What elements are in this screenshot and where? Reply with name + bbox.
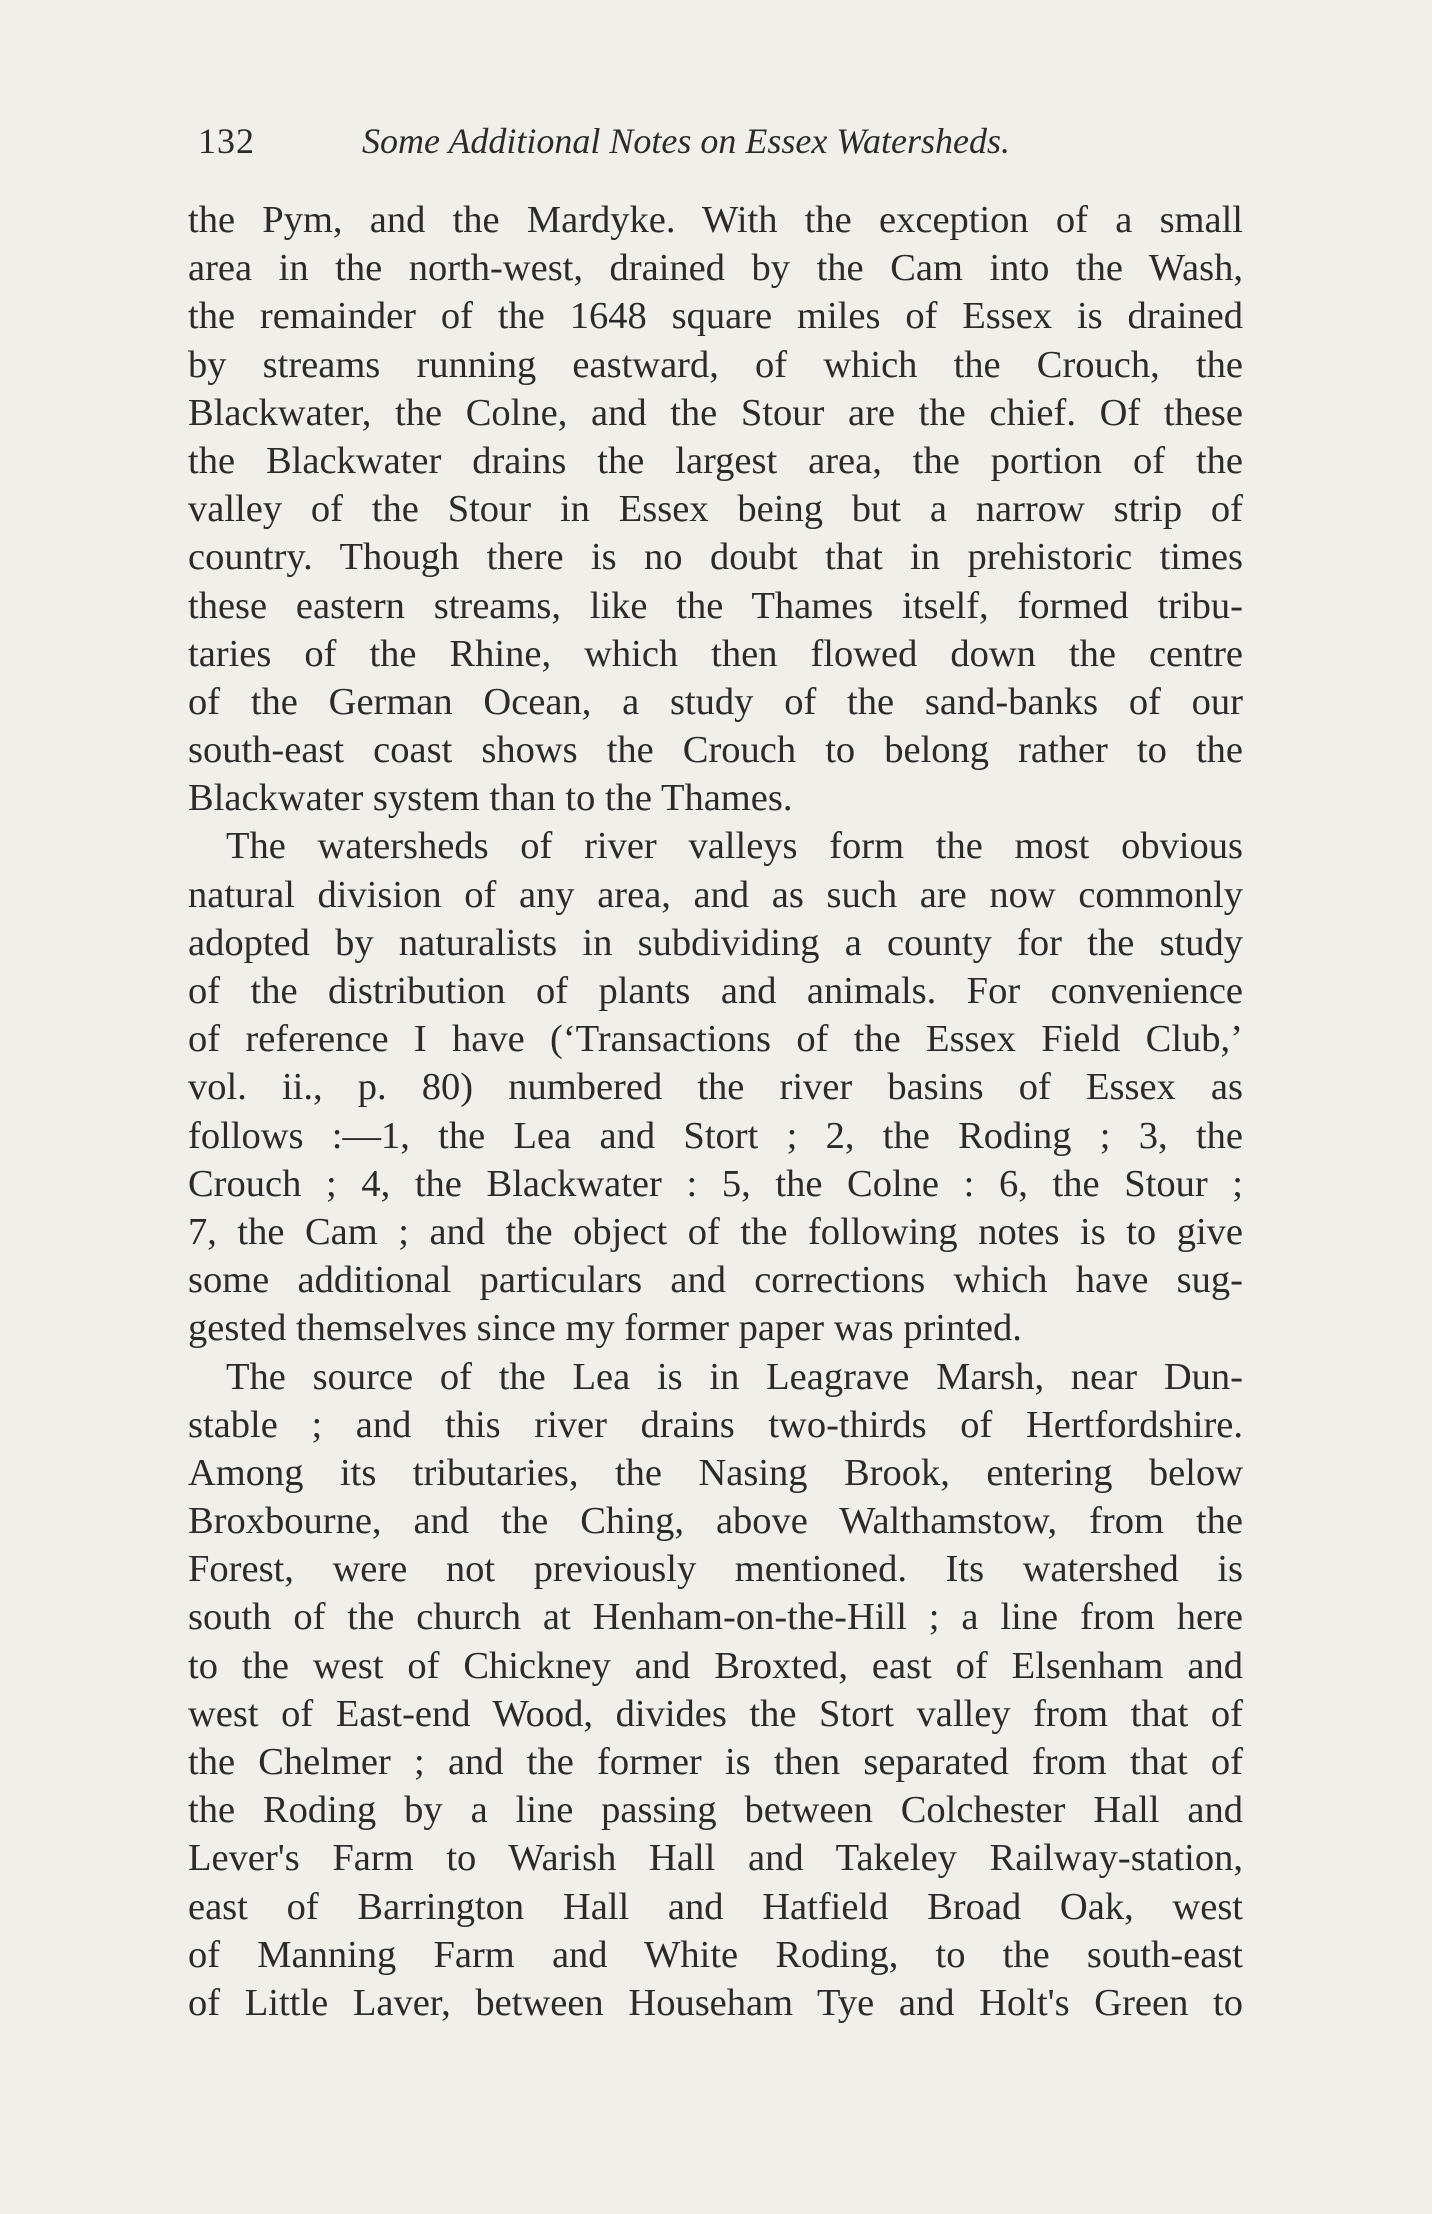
paragraph-3: [188, 1353, 1243, 2028]
text-line: of reference I have (‘Transactions of the Essex Field Club,’: [188, 1018, 1243, 1061]
text-line: Broxbourne, and the Ching, above Walthamstow, from the: [188, 1500, 1243, 1543]
body-text: [188, 196, 1243, 2027]
text-line: to the west of Chickney and Broxted, east of Elsenham and: [188, 1644, 1243, 1687]
text-line: of the German Ocean, a study of the sand-banks of our: [188, 680, 1243, 723]
running-title: Some Additional Notes on Essex Watersheds.: [362, 121, 1010, 161]
paragraph-2: [188, 822, 1243, 1352]
text-line: country. Though there is no doubt that in prehistoric times: [188, 536, 1243, 579]
text-line: by streams running eastward, of which the Crouch, the: [188, 343, 1243, 386]
text-line: The watersheds of river valleys form the most obvious: [226, 825, 1243, 868]
text-line: south of the church at Henham-on-the-Hill ; a line from here: [188, 1596, 1243, 1639]
text-line: area in the north-west, drained by the Cam into the Wash,: [188, 247, 1243, 290]
text-line: these eastern streams, like the Thames itself, formed tribu-: [188, 584, 1243, 627]
text-line: Crouch ; 4, the Blackwater : 5, the Colne : 6, the Stour ;: [188, 1162, 1243, 1205]
text-line: of Little Laver, between Househam Tye and Holt's Green to: [188, 1981, 1243, 2024]
text-line: The source of the Lea is in Leagrave Marsh, near Dun-: [226, 1355, 1243, 1398]
text-line: east of Barrington Hall and Hatfield Broad Oak, west: [188, 1885, 1243, 1928]
text-line: Blackwater system than to the Thames.: [188, 777, 793, 820]
text-line: natural division of any area, and as such are now commonly: [188, 873, 1243, 916]
text-line: south-east coast shows the Crouch to belong rather to the: [188, 729, 1243, 772]
text-line: of Manning Farm and White Roding, to the south-east: [188, 1933, 1243, 1976]
text-line: the Roding by a line passing between Colchester Hall and: [188, 1789, 1243, 1832]
text-line: taries of the Rhine, which then flowed down the centre: [188, 632, 1243, 675]
text-line: the Chelmer ; and the former is then separated from that of: [188, 1741, 1243, 1783]
text-line: the Pym, and the Mardyke. With the exception of a small: [188, 199, 1243, 241]
page-number: 132: [198, 121, 255, 161]
text-line: vol. ii., p. 80) numbered the river basins of Essex as: [188, 1066, 1243, 1109]
text-line: Forest, were not previously mentioned. Its watershed is: [188, 1548, 1243, 1591]
text-line: of the distribution of plants and animals. For convenience: [188, 970, 1243, 1012]
text-line: the Blackwater drains the largest area, the portion of the: [188, 439, 1243, 482]
page-header: [198, 116, 1238, 166]
text-line: follows :—1, the Lea and Stort ; 2, the Roding ; 3, the: [188, 1114, 1243, 1157]
paragraph-1: [188, 196, 1243, 822]
text-line: west of East-end Wood, divides the Stort valley from that of: [188, 1692, 1243, 1735]
text-line: stable ; and this river drains two-thirds of Hertfordshire.: [188, 1403, 1243, 1446]
text-line: valley of the Stour in Essex being but a narrow strip of: [188, 488, 1243, 531]
text-line: Among its tributaries, the Nasing Brook, entering below: [188, 1451, 1243, 1494]
text-line: Blackwater, the Colne, and the Stour are the chief. Of these: [188, 391, 1243, 434]
text-line: the remainder of the 1648 square miles of Essex is drained: [188, 295, 1243, 338]
text-line: Lever's Farm to Warish Hall and Takeley Railway-station,: [188, 1837, 1243, 1880]
text-line: gested themselves since my former paper was printed.: [188, 1307, 1022, 1350]
text-line: some additional particulars and corrections which have sug-: [188, 1259, 1243, 1302]
text-line: 7, the Cam ; and the object of the following notes is to give: [188, 1210, 1243, 1253]
text-line: adopted by naturalists in subdividing a county for the study: [188, 921, 1243, 964]
